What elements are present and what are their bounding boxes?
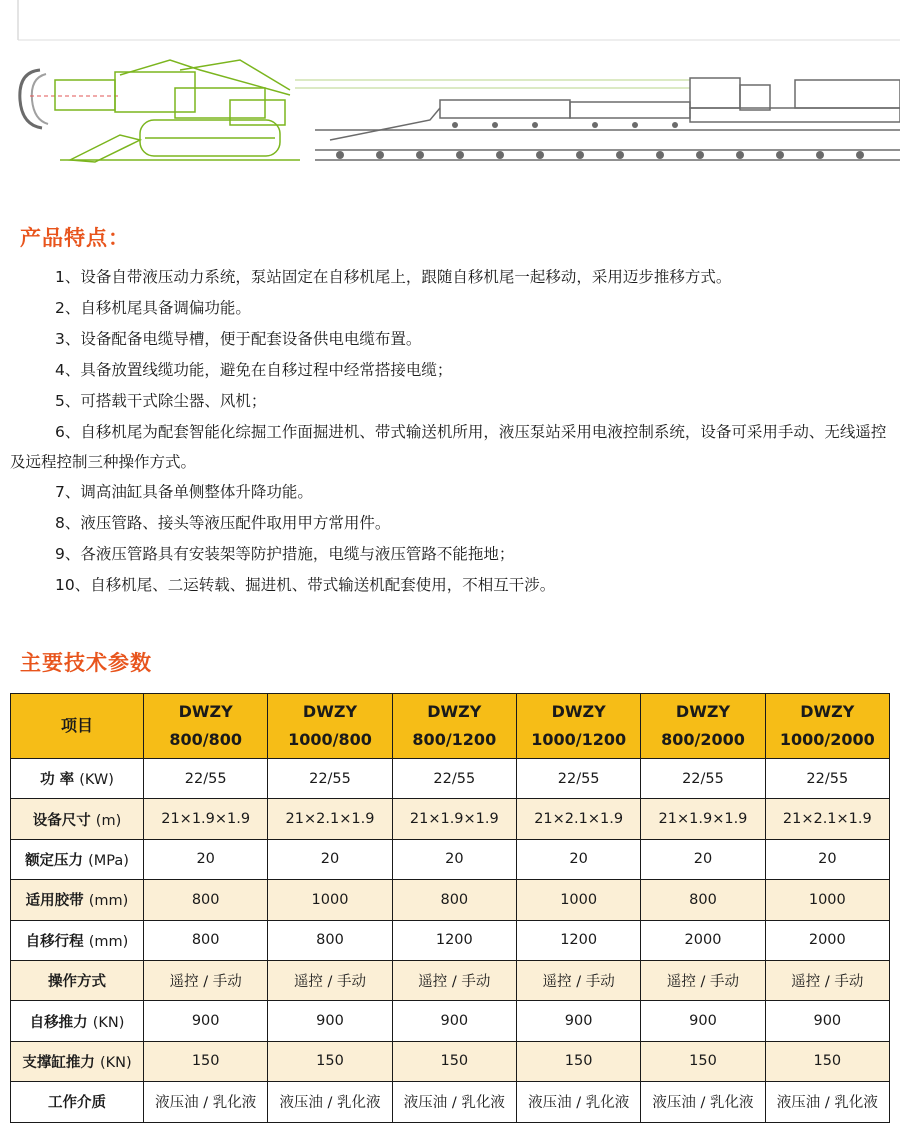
table-cell: 20	[144, 839, 268, 879]
table-cell: 22/55	[641, 759, 765, 799]
row-label-text: 功 率	[40, 772, 75, 789]
table-cell: 液压油 / 乳化液	[641, 1082, 765, 1122]
feature-item-5: 5、可搭载干式除尘器、风机；	[55, 392, 267, 410]
row-label	[11, 960, 144, 1000]
spec-table	[10, 693, 890, 1123]
table-cell: 1000	[268, 880, 392, 920]
row-label-text: 适用胶带	[25, 893, 84, 910]
row-label	[11, 880, 144, 920]
model-name: DWZY	[551, 702, 606, 721]
model-spec: 800/2000	[661, 730, 745, 749]
table-cell: 21×2.1×1.9	[516, 799, 640, 839]
table-cell: 22/55	[392, 759, 516, 799]
spec-table-body	[11, 759, 890, 1123]
features-title: 产品特点：	[20, 226, 130, 250]
table-cell: 900	[765, 1001, 889, 1041]
table-row	[11, 839, 890, 879]
model-name: DWZY	[178, 702, 233, 721]
feature-item-4: 4、具备放置线缆功能，避免在自移过程中经常搭接电缆；	[55, 361, 453, 379]
table-cell: 22/55	[268, 759, 392, 799]
row-unit: (m)	[95, 812, 122, 829]
table-cell: 21×1.9×1.9	[392, 799, 516, 839]
table-row	[11, 1082, 890, 1122]
spec-table-wrapper	[10, 693, 890, 1123]
table-cell: 900	[392, 1001, 516, 1041]
model-spec: 1000/2000	[779, 730, 875, 749]
row-label-text: 操作方式	[48, 974, 106, 991]
machine-illustration	[0, 0, 900, 175]
model-header-1	[144, 694, 268, 759]
row-label-text: 工作介质	[48, 1095, 106, 1112]
row-label	[11, 759, 144, 799]
table-cell: 液压油 / 乳化液	[268, 1082, 392, 1122]
table-cell: 150	[641, 1041, 765, 1081]
feature-item-8: 8、液压管路、接头等液压配件取用甲方常用件。	[55, 514, 391, 532]
model-name: DWZY	[800, 702, 855, 721]
table-cell: 2000	[641, 920, 765, 960]
table-cell: 21×1.9×1.9	[641, 799, 765, 839]
model-spec: 800/800	[169, 730, 242, 749]
table-cell: 1000	[765, 880, 889, 920]
table-row	[11, 1001, 890, 1041]
row-label	[11, 1041, 144, 1081]
table-cell: 21×2.1×1.9	[765, 799, 889, 839]
model-header-2	[268, 694, 392, 759]
model-header-4	[516, 694, 640, 759]
row-label-text: 自移推力	[29, 1014, 88, 1031]
feature-item-2: 2、自移机尾具备调偏功能。	[55, 299, 251, 317]
header-label: 项目	[11, 694, 144, 759]
table-cell: 900	[641, 1001, 765, 1041]
feature-item-7: 7、调高油缸具备单侧整体升降功能。	[55, 483, 313, 501]
table-cell: 800	[268, 920, 392, 960]
table-cell: 1200	[516, 920, 640, 960]
feature-item-9: 9、各液压管路具有安装架等防护措施，电缆与液压管路不能拖地；	[55, 545, 515, 563]
table-cell: 900	[144, 1001, 268, 1041]
row-label-text: 支撑缸推力	[22, 1054, 95, 1071]
table-row	[11, 759, 890, 799]
features-list	[0, 262, 900, 601]
table-cell: 22/55	[765, 759, 889, 799]
model-name: DWZY	[302, 702, 358, 721]
table-cell: 150	[516, 1041, 640, 1081]
row-unit: (MPa)	[88, 852, 129, 869]
feature-item-6: 6、自移机尾为配套智能化综掘工作面掘进机、带式输送机所用，液压泵站采用电液控制系统，设备可采用手动、无线遥控及远程控制三种操作方式。	[10, 423, 887, 471]
table-cell: 150	[392, 1041, 516, 1081]
table-cell: 800	[144, 920, 268, 960]
table-cell: 遥控 / 手动	[268, 960, 392, 1000]
params-title: 主要技术参数	[20, 651, 152, 675]
table-cell: 900	[516, 1001, 640, 1041]
table-cell: 21×2.1×1.9	[268, 799, 392, 839]
table-row	[11, 920, 890, 960]
table-cell: 2000	[765, 920, 889, 960]
table-cell: 20	[268, 839, 392, 879]
table-cell: 遥控 / 手动	[392, 960, 516, 1000]
model-name: DWZY	[427, 702, 482, 721]
row-label	[11, 1082, 144, 1122]
row-label-text: 设备尺寸	[32, 812, 91, 829]
table-cell: 液压油 / 乳化液	[392, 1082, 516, 1122]
table-cell: 800	[144, 880, 268, 920]
row-label	[11, 1001, 144, 1041]
row-unit: (mm)	[88, 893, 129, 910]
feature-item-10: 10、自移机尾、二运转载、掘进机、带式输送机配套使用，不相互干涉。	[55, 576, 556, 594]
row-label	[11, 839, 144, 879]
table-cell: 800	[392, 880, 516, 920]
model-header-5	[641, 694, 765, 759]
model-header-6	[765, 694, 889, 759]
model-name: DWZY	[675, 702, 731, 721]
model-spec: 1000/1200	[531, 730, 627, 749]
table-row	[11, 880, 890, 920]
table-cell: 150	[268, 1041, 392, 1081]
model-spec: 1000/800	[288, 730, 372, 749]
table-cell: 液压油 / 乳化液	[765, 1082, 889, 1122]
row-label-text: 自移行程	[25, 933, 84, 950]
table-cell: 20	[392, 839, 516, 879]
table-cell: 遥控 / 手动	[516, 960, 640, 1000]
model-header-3	[392, 694, 516, 759]
feature-item-3: 3、设备配备电缆导槽，便于配套设备供电电缆布置。	[55, 330, 422, 348]
table-row	[11, 1041, 890, 1081]
table-cell: 液压油 / 乳化液	[516, 1082, 640, 1122]
table-cell: 900	[268, 1001, 392, 1041]
table-cell: 20	[516, 839, 640, 879]
row-label-text: 额定压力	[25, 852, 84, 869]
table-row	[11, 960, 890, 1000]
table-cell: 遥控 / 手动	[641, 960, 765, 1000]
feature-item-1: 1、设备自带液压动力系统，泵站固定在自移机尾上，跟随自移机尾一起移动，采用迈步推移方式。	[55, 268, 732, 286]
table-cell: 22/55	[144, 759, 268, 799]
row-unit: (mm)	[88, 933, 129, 950]
table-header-row	[11, 694, 890, 759]
row-unit: (KN)	[99, 1054, 132, 1071]
table-cell: 21×1.9×1.9	[144, 799, 268, 839]
row-unit: (KN)	[92, 1014, 125, 1031]
table-cell: 遥控 / 手动	[144, 960, 268, 1000]
table-cell: 20	[641, 839, 765, 879]
table-cell: 150	[144, 1041, 268, 1081]
row-label	[11, 920, 144, 960]
table-cell: 20	[765, 839, 889, 879]
table-cell: 22/55	[516, 759, 640, 799]
row-label	[11, 799, 144, 839]
table-cell: 800	[641, 880, 765, 920]
table-cell: 1000	[516, 880, 640, 920]
table-cell: 遥控 / 手动	[765, 960, 889, 1000]
table-cell: 液压油 / 乳化液	[144, 1082, 268, 1122]
table-cell: 150	[765, 1041, 889, 1081]
model-spec: 800/1200	[412, 730, 497, 749]
table-cell: 1200	[392, 920, 516, 960]
table-row	[11, 799, 890, 839]
row-unit: (KW)	[79, 772, 114, 789]
